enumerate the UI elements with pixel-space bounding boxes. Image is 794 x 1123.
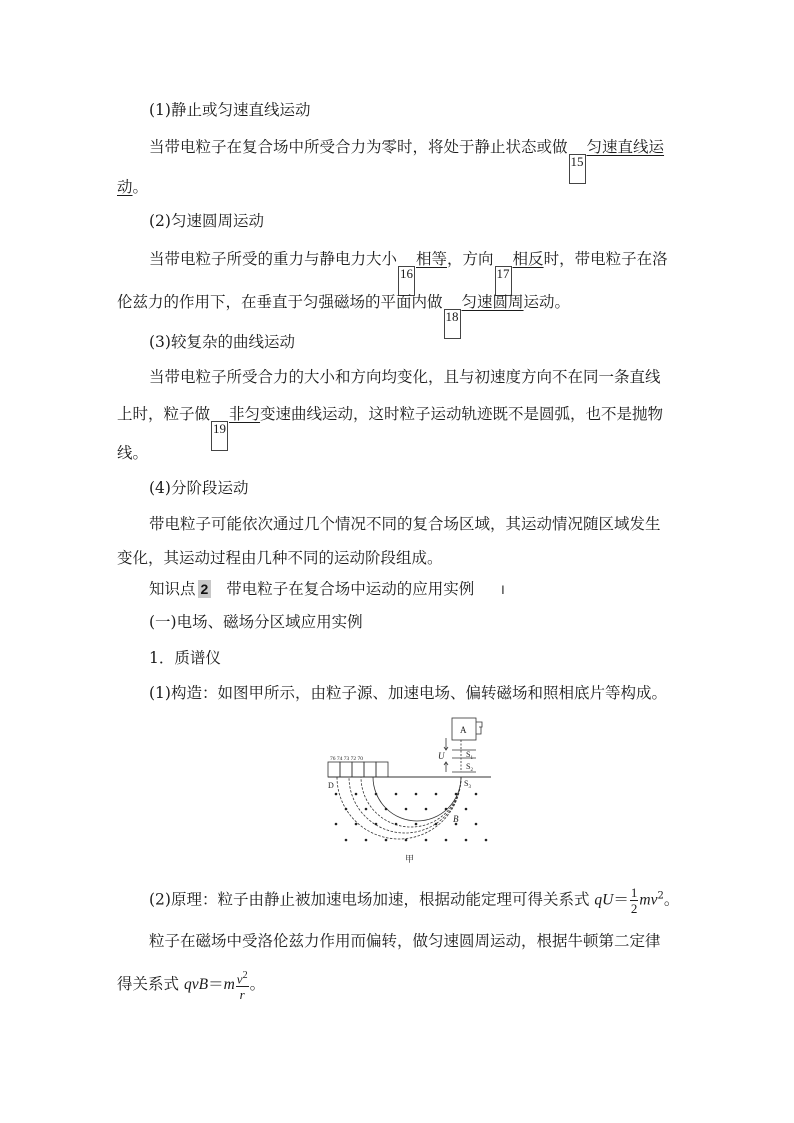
answer-number-box: 18 (444, 309, 461, 339)
paragraph-3-line-3: 线。 (117, 444, 149, 462)
principle-line: (2)原理：粒子由静止被加速电场加速，根据动能定理可得关系式 qU＝ $\frac{1}{2}$ $mv^2$。 (149, 885, 680, 916)
subsection-heading-3: (3)较复杂的曲线运动 (149, 333, 295, 351)
paragraph-3-line-1: 当带电粒子所受合力的大小和方向均变化，且与初速度方向不在同一条直线 (149, 368, 661, 386)
answer-number-box: 17 (495, 266, 512, 296)
paragraph-2-line-1: 当带电粒子所受的重力与静电力大小16相等，方向17相反时，带电粒子在洛 (149, 248, 668, 296)
construction-text: (1)构造：如图甲所示，由粒子源、加速电场、偏转磁场和照相底片等构成。 (149, 684, 667, 702)
answer-fill: 相反 (512, 250, 544, 268)
fraction-v2-over-r: $\frac{v^2}{r}$ (236, 970, 248, 1003)
subsection-heading-2: (2)匀速圆周运动 (149, 212, 264, 230)
paragraph-4-line-2: 变化，其运动过程由几种不同的运动阶段组成。 (117, 549, 443, 567)
lorentz-line-2: 得关系式 qvB＝m $\frac{v^2}{r}$ 。 (117, 970, 266, 1003)
paragraph-3-line-2: 上时，粒子做19非匀变速曲线运动，这时粒子运动轨迹既不是圆弧，也不是抛物 (117, 403, 663, 451)
knowledge-point-heading: 知识点 2 带电粒子在复合场中运动的应用实例 I (149, 580, 505, 598)
label-d: D (328, 781, 334, 790)
answer-number-box: 16 (398, 266, 415, 296)
label-s3: $S_3$ (464, 779, 471, 790)
paragraph-1-line-1: 当带电粒子在复合场中所受合力为零时，将处于静止状态或做15匀速直线运 (149, 136, 664, 184)
item-heading: 1．质谱仪 (149, 649, 221, 667)
answer-number-box: 19 (211, 421, 228, 451)
label-s2: $S_2$ (466, 762, 473, 773)
paragraph-1-line-2: 动。 (117, 178, 149, 196)
mass-spectrometer-diagram (326, 714, 496, 864)
answer-fill: 匀速圆周 (461, 293, 524, 311)
paragraph-4-line-1: 带电粒子可能依次通过几个情况不同的复合场区域，其运动情况随区域发生 (149, 515, 661, 533)
answer-fill: 相等 (416, 250, 448, 268)
margin-mark: I (501, 583, 505, 597)
label-u: U (438, 751, 445, 761)
label-a: A (460, 725, 467, 735)
section-heading: (一)电场、磁场分区域应用实例 (149, 613, 363, 631)
plate-ticks: 76 74 73 72 70 (330, 756, 363, 762)
answer-fill: 非匀 (229, 405, 261, 423)
lorentz-line-1: 粒子在磁场中受洛伦兹力作用而偏转，做匀速圆周运动，根据牛顿第二定律 (149, 932, 661, 950)
answer-number-box: 15 (569, 154, 586, 184)
subsection-heading-1: (1)静止或匀速直线运动 (149, 101, 311, 119)
subsection-heading-4: (4)分阶段运动 (149, 479, 249, 497)
figure-caption: 甲 (405, 854, 415, 864)
answer-fill: 匀速直线运 (586, 138, 665, 156)
formula-qU: qU (594, 891, 614, 909)
formula-qvB: qvB (183, 976, 209, 994)
paragraph-2-line-2: 伦兹力的作用下，在垂直于匀强磁场的平面内做18匀速圆周运动。 (117, 291, 570, 339)
label-s1: $S_1$ (466, 750, 473, 761)
knowledge-point-badge: 2 (198, 580, 212, 598)
label-b: B (453, 814, 459, 824)
fraction-half: $\frac{1}{2}$ (630, 885, 638, 916)
